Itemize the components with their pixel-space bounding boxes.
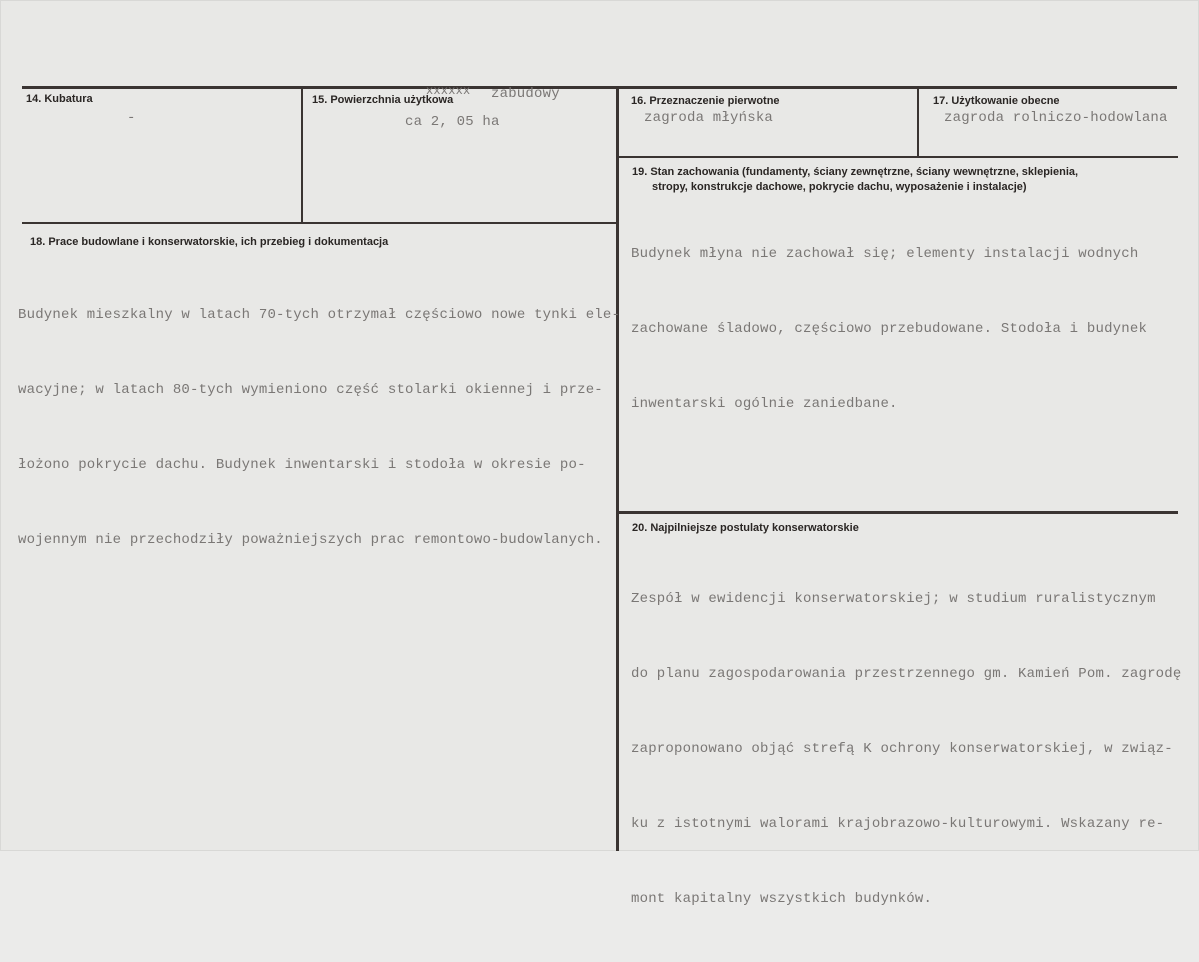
field-16-label: 16. Przeznaczenie pierwotne <box>631 95 780 107</box>
field-19-label-line1: 19. Stan zachowania (fundamenty, ściany zewnętrzne, ściany wewnętrzne, sklepienia, <box>632 166 1079 178</box>
field-16-value: zagroda młyńska <box>644 110 774 126</box>
field-20-line: zaproponowano objąć strefą K ochrony konserwatorskiej, w związ- <box>631 741 1173 757</box>
field-20-line: mont kapitalny wszystkich budynków. <box>631 891 933 907</box>
field-15-label: 15. Powierzchnia użytkowa <box>312 94 454 106</box>
field-15-overtype: xxxxxx <box>426 84 471 98</box>
field-17-value: zagroda rolniczo-hodowlana <box>944 110 1168 126</box>
field-18-line: łożono pokrycie dachu. Budynek inwentarski i stodoła w okresie po- <box>18 457 586 473</box>
field-19-line: zachowane śladowo, częściowo przebudowane. Stodoła i budynek <box>631 321 1148 337</box>
field-20-line: Zespół w ewidencji konserwatorskiej; w studium ruralistycznym <box>631 591 1156 607</box>
field-18-line: Budynek mieszkalny w latach 70-tych otrzymał częściowo nowe tynki ele- <box>18 307 621 323</box>
field-18-line: wojennym nie przechodziły poważniejszych prac remontowo-budowlanych. <box>18 532 603 548</box>
field-20-line: ku z istotnymi walorami krajobrazowo-kulturowymi. Wskazany re- <box>631 816 1165 832</box>
field-20-label: 20. Najpilniejsze postulaty konserwatorskie <box>632 522 859 534</box>
field-18-line: wacyjne; w latach 80-tych wymieniono część stolarki okiennej i prze- <box>18 382 603 398</box>
field-20-line: do planu zagospodarowania przestrzennego gm. Kamień Pom. zagrodę <box>631 666 1182 682</box>
rule-under-14-15 <box>22 222 618 224</box>
field-18-text <box>18 253 620 603</box>
field-20-text <box>631 537 1182 962</box>
divider-14-15 <box>301 86 303 223</box>
field-19-line: Budynek młyna nie zachował się; elementy instalacji wodnych <box>631 246 1139 262</box>
field-14-label: 14. Kubatura <box>26 93 93 105</box>
field-17-label: 17. Użytkowanie obecne <box>933 95 1060 107</box>
field-14-value: - <box>127 110 136 126</box>
rule-under-16-17 <box>618 156 1178 158</box>
field-19-line: inwentarski ogólnie zaniedbane. <box>631 396 898 412</box>
divider-16-17 <box>917 86 919 157</box>
field-19-label-line2: stropy, konstrukcje dachowe, pokrycie dachu, wyposażenie i instalacje) <box>652 181 1027 193</box>
field-15-value: ca 2, 05 ha <box>405 114 500 130</box>
field-18-label: 18. Prace budowlane i konserwatorskie, ich przebieg i dokumentacja <box>30 236 389 248</box>
field-19-text <box>631 192 1147 467</box>
top-rule <box>22 86 1177 89</box>
rule-under-19 <box>618 511 1178 514</box>
field-15-suffix: zabudowy <box>491 86 560 102</box>
